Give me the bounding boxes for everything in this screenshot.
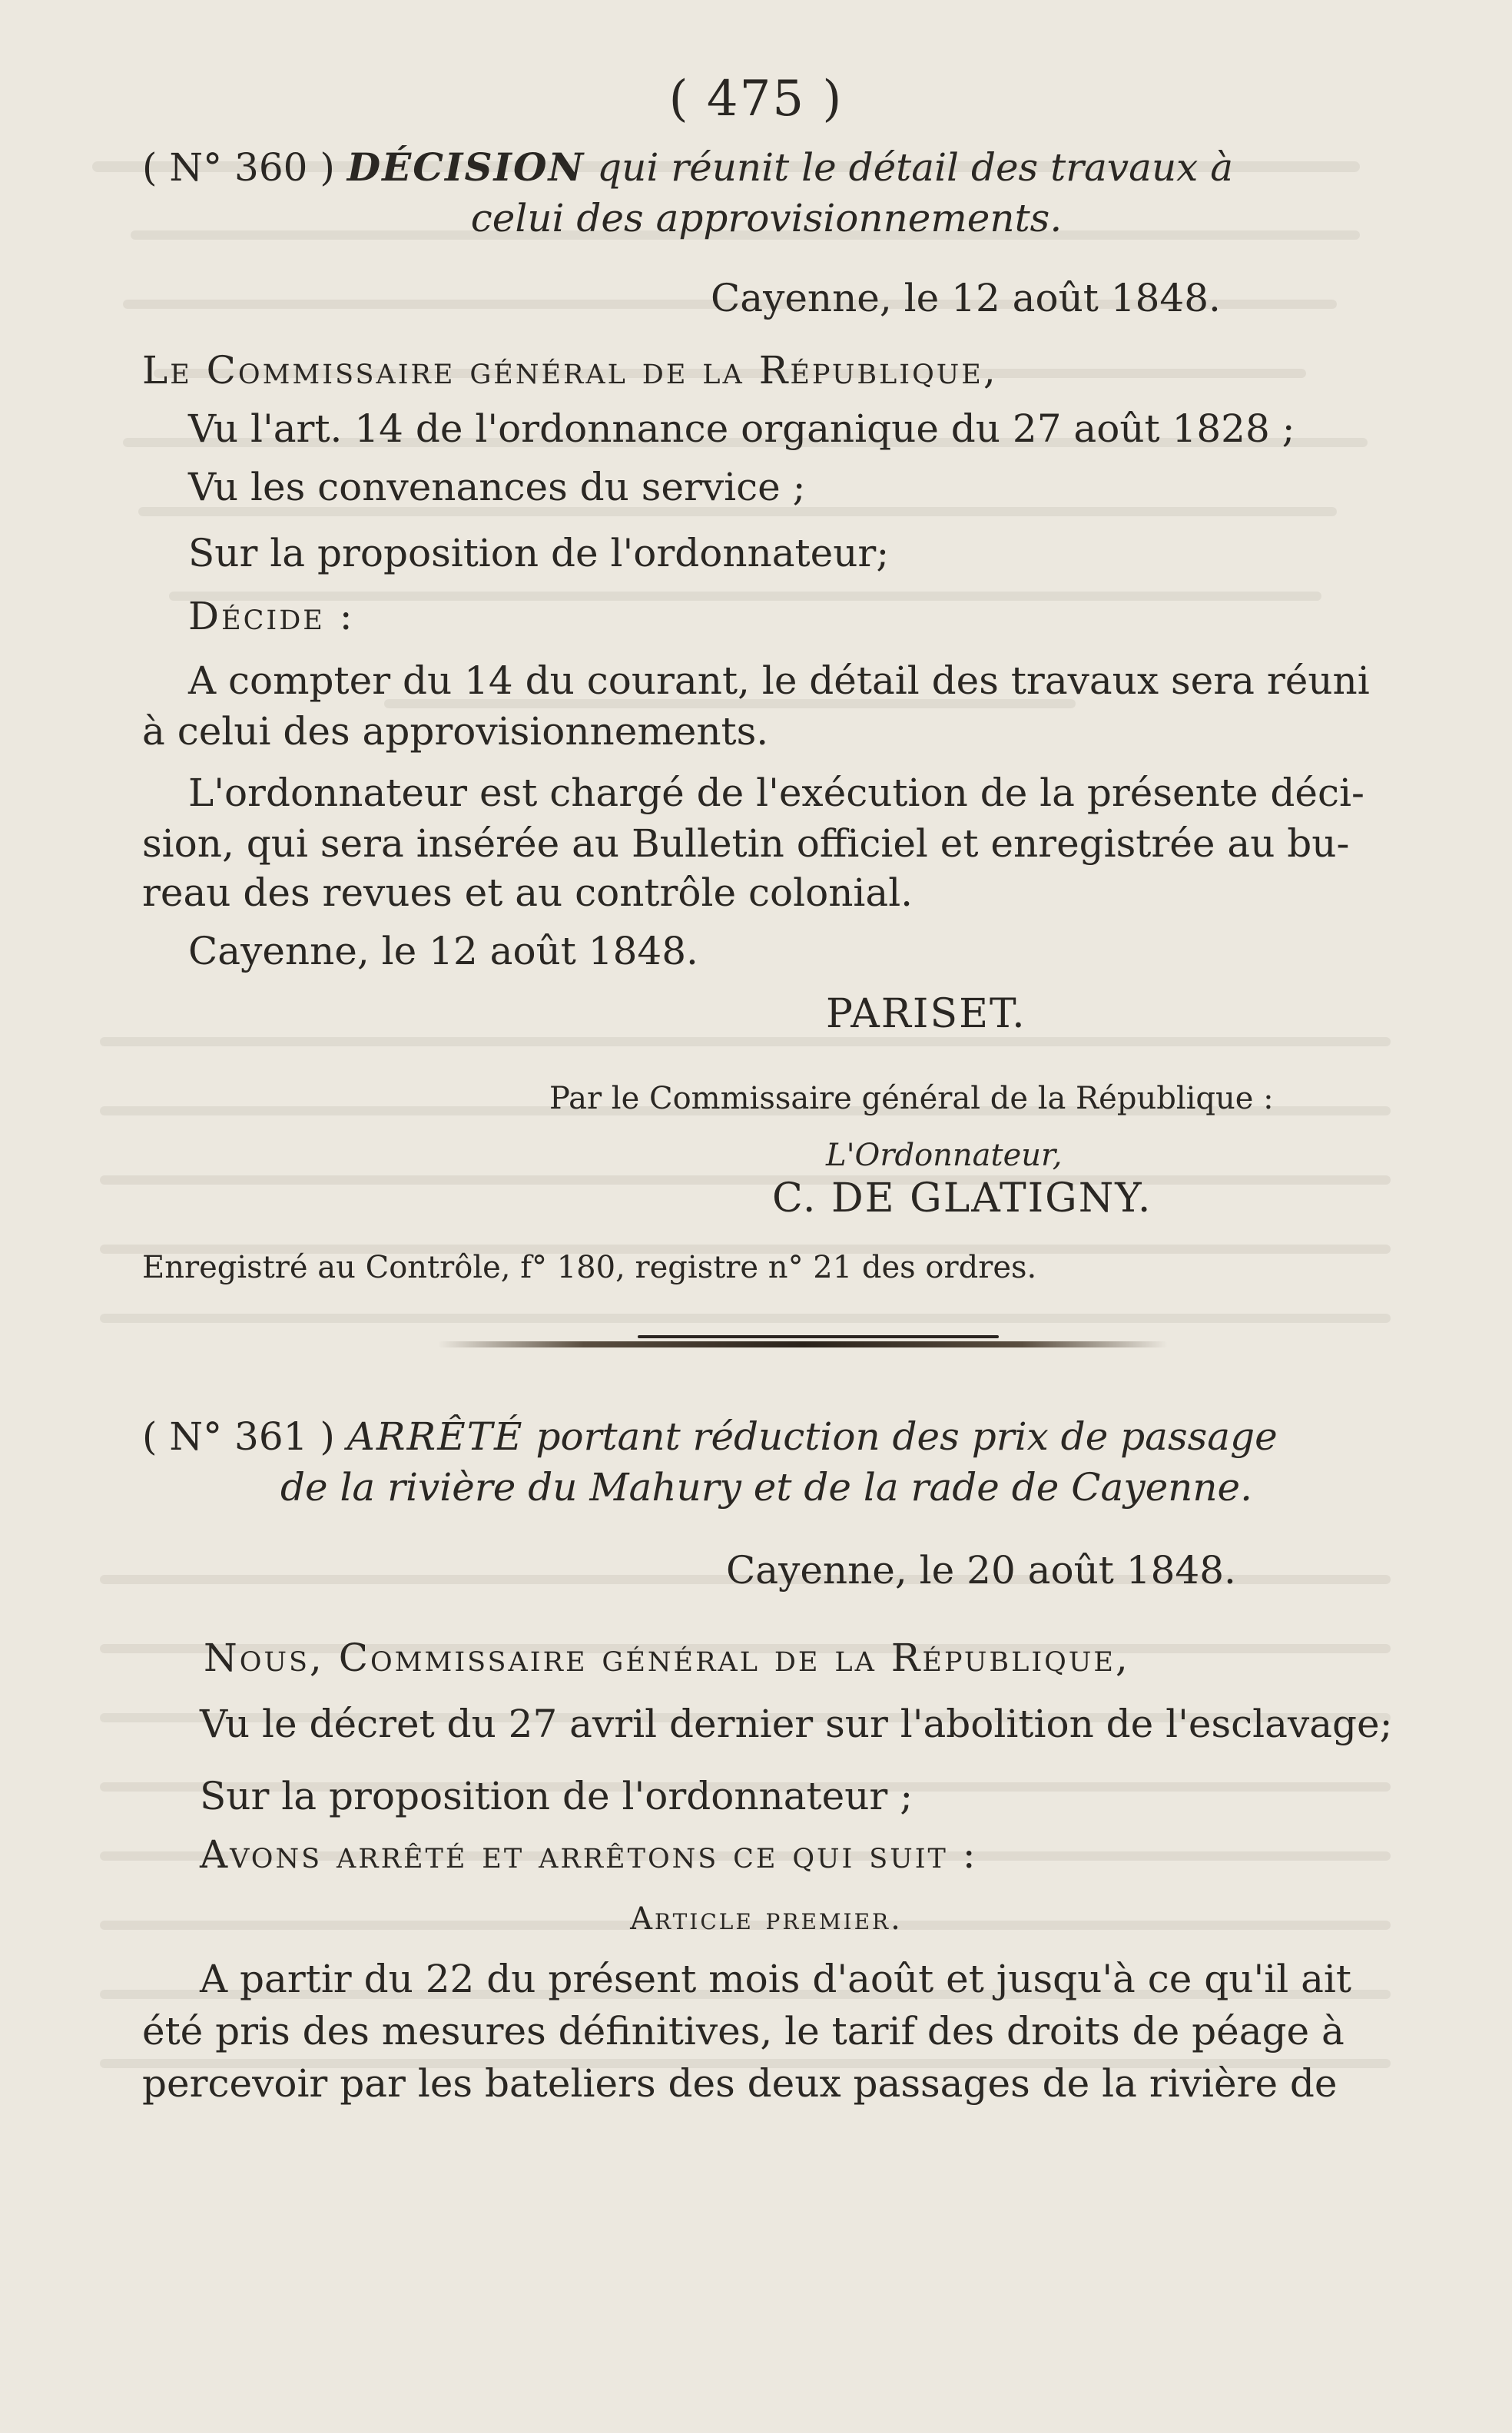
- arrete-361-formula: Avons arrêté et arrêtons ce qui suit :: [200, 1832, 978, 1877]
- decision-360-signature: PARISET.: [826, 991, 1026, 1037]
- decision-360-consideration-2: Vu les convenances du service ;: [188, 465, 806, 509]
- page-number: ( 475 ): [668, 71, 844, 128]
- arrete-361-article-1b: été pris des mesures définitives, le tarif des droits de péage à: [142, 2009, 1345, 2053]
- section-separator-thin: [638, 1335, 999, 1338]
- decision-360-consideration-1: Vu l'art. 14 de l'ordonnance organique du 27 août 1828 ;: [188, 406, 1295, 451]
- arrete-361-authority: Nous, Commissaire général de la République,: [204, 1636, 1130, 1680]
- decision-360-number: ( N° 360 ): [142, 145, 335, 190]
- arrete-361-article-1a: A partir du 22 du présent mois d'août et jusqu'à ce qu'il ait: [200, 1957, 1351, 2001]
- arrete-361-title-2: de la rivière du Mahury et de la rade de Cayenne.: [280, 1465, 1253, 1510]
- decision-360-title-1: qui réunit le détail des travaux à: [597, 145, 1234, 190]
- decision-360-body-2c: reau des revues et au contrôle colonial.: [142, 870, 914, 915]
- decision-360-closing-date: Cayenne, le 12 août 1848.: [188, 929, 698, 973]
- decision-360-authority: Le Commissaire général de la République,: [142, 348, 998, 393]
- decision-360-type: DÉCISION: [346, 144, 585, 190]
- decision-360-by-order: Par le Commissaire général de la République :: [549, 1081, 1274, 1116]
- decision-360-registration: Enregistré au Contrôle, f° 180, registre n° 21 des ordres.: [142, 1250, 1037, 1285]
- decision-360-title-2: celui des approvisionnements.: [470, 196, 1063, 240]
- decision-360-body-2b: sion, qui sera insérée au Bulletin officiel et enregistrée au bu-: [142, 821, 1350, 866]
- arrete-361-title-1: portant réduction des prix de passage: [536, 1414, 1278, 1459]
- decision-360-heading: [142, 144, 1233, 191]
- decision-360-decides: Décide :: [188, 594, 355, 638]
- arrete-361-dateline: Cayenne, le 20 août 1848.: [726, 1548, 1236, 1593]
- decision-360-officer-title: L'Ordonnateur,: [826, 1138, 1063, 1173]
- decision-360-dateline: Cayenne, le 12 août 1848.: [711, 276, 1221, 320]
- arrete-361-number: ( N° 361 ): [142, 1414, 335, 1459]
- decision-360-body-1b: à celui des approvisionnements.: [142, 709, 769, 754]
- arrete-361-article-heading: Article premier.: [630, 1901, 903, 1937]
- arrete-361-consideration-2: Sur la proposition de l'ordonnateur ;: [200, 1774, 914, 1818]
- section-separator-rule: [438, 1341, 1168, 1347]
- decision-360-consideration-3: Sur la proposition de l'ordonnateur;: [188, 531, 890, 575]
- decision-360-officer-name: C. DE GLATIGNY.: [772, 1175, 1152, 1221]
- decision-360-body-2a: L'ordonnateur est chargé de l'exécution de la présente déci-: [188, 771, 1364, 815]
- arrete-361-consideration-1: Vu le décret du 27 avril dernier sur l'abolition de l'esclavage;: [200, 1702, 1393, 1746]
- arrete-361-article-1c: percevoir par les bateliers des deux passages de la rivière de: [142, 2061, 1338, 2106]
- arrete-361-type: ARRÊTÉ: [346, 1414, 524, 1459]
- decision-360-body-1a: A compter du 14 du courant, le détail des travaux sera réuni: [188, 658, 1370, 703]
- arrete-361-heading: [142, 1414, 1278, 1460]
